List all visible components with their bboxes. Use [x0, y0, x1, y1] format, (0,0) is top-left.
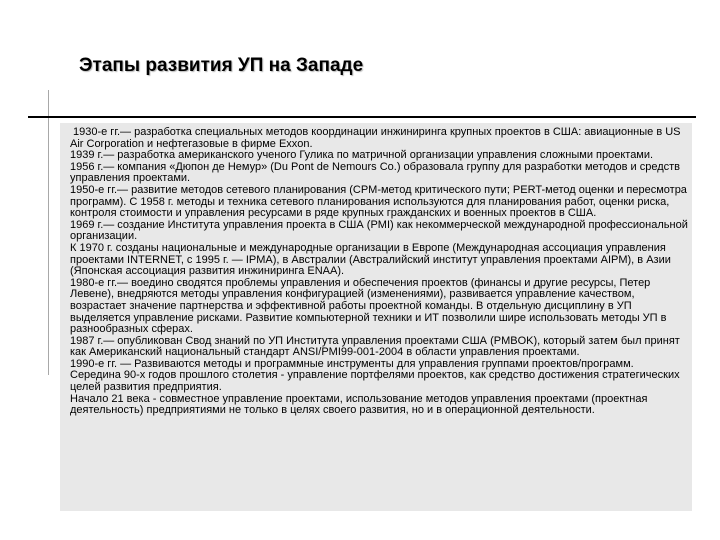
- paragraph-1950s: 1950-е гг.— развитие методов сетевого планирования (CPM-метод критического пути; PERT-метод оценки и пересмотра программ). С 1958 г. методы и техника сетевого планирования используются для планирования работ, оценки риска, контроля стоимости и управления ресурсами в ряде крупных гражданских и военных проектов в США.: [70, 183, 687, 220]
- paragraph-1987: 1987 г.— опубликован Свод знаний по УП Института управления проектами США (PMBOK), который затем был принят как Американский национальный стандарт ANSI/PMI99-001-2004 в области управления проектами.: [70, 334, 680, 359]
- history-text-block: [70, 127, 690, 417]
- paragraph-1956: 1956 г.— компания «Дюпон де Немур» (Du Pont de Nemours Co.) образовала группу для разработки методов и средств управления проектами.: [70, 160, 681, 185]
- paragraph-1990s: 1990-е гг. — Развиваются методы и программные инструменты для управления группами проектов/программ.: [70, 357, 634, 370]
- paragraph-1980s: 1980-е гг.— воедино сводятся проблемы управления и обеспечения проектов (финансы и другие ресурсы, Петер Левене), внедряются методы управления конфигурацией (изменениями), развивается управление качеством, возрастает значение партнерства и эффективной работы проектной команды. В отдельную дисциплину в УП выделяется управление рисками. Развитие компьютерной техники и ИТ позволили шире использовать методы УП в разнообразных сферах.: [70, 276, 667, 336]
- title-underline-rule: [28, 116, 696, 118]
- slide-title: Этапы развития УП на Западе: [79, 55, 364, 76]
- paragraph-21st-century: Начало 21 века - совместное управление проектами, использование методов управления проектами (проектная деятельность) предприятиями не только в целях своего развития, но и в операционной деятельности.: [70, 392, 648, 417]
- left-vertical-rule: [48, 90, 49, 375]
- paragraph-1930s: 1930-е гг.— разработка специальных методов координации инжиниринга крупных проектов в США: авиационные в US Air Corporation и нефтегазовые в фирме Exxon.: [70, 126, 681, 150]
- paragraph-1939: 1939 г.— разработка американского ученого Гулика по матричной организации управления сложными проектами.: [70, 149, 654, 162]
- paragraph-1970: К 1970 г. созданы национальные и международные организации в Европе (Международная ассоциация управления проектами INTERNET, с 1995 г. — IPMA), в Австралии (Австралийский институт управления проектами AIPM), в Азии (Японская ассоциация развития инжиниринга ENAA).: [70, 241, 671, 278]
- paragraph-mid-90s: Середина 90-х годов прошлого столетия - управление портфелями проектов, как средство достижения стратегических целей развития предприятия.: [70, 369, 680, 394]
- paragraph-1969: 1969 г.— создание Института управления проекта в США (PMI) как некоммерческой международной профессиональной организации.: [70, 218, 688, 243]
